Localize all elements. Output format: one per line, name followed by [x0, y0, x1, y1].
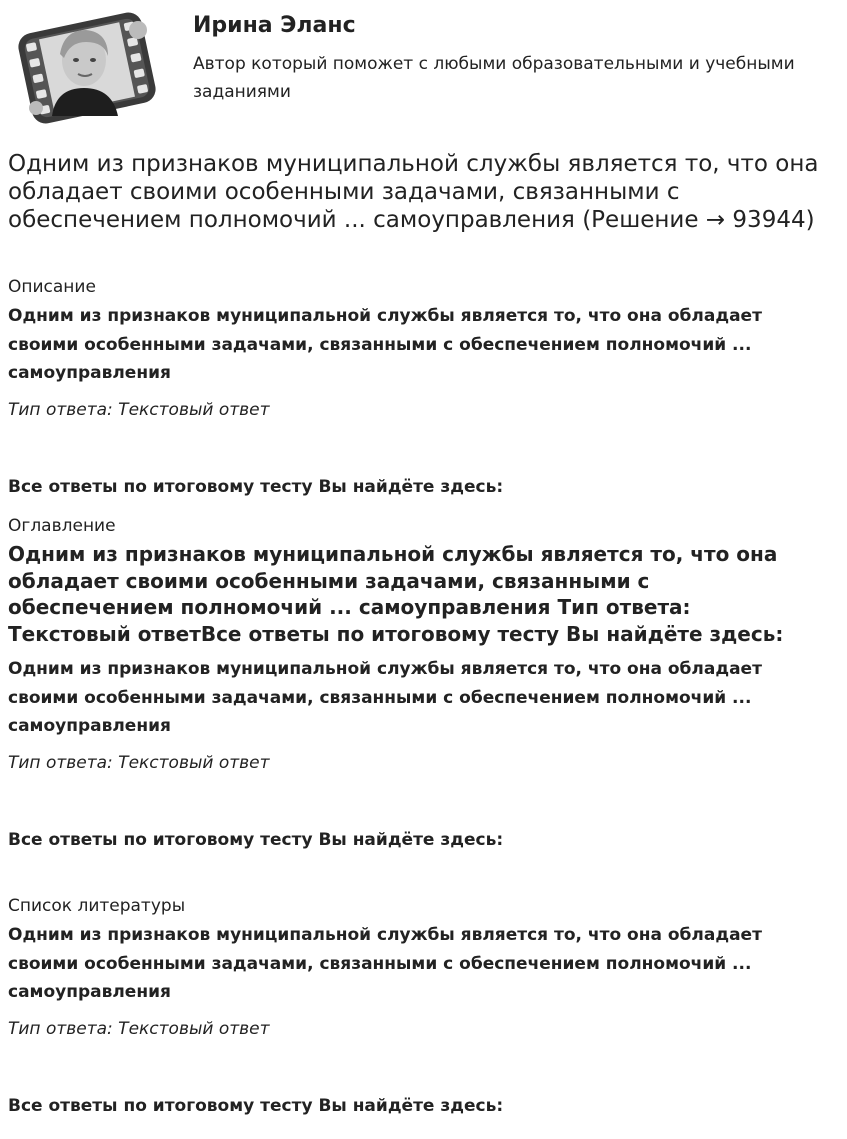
description-section: [8, 276, 818, 498]
author-description: Автор который поможет с любыми образовательными и учебными заданиями: [193, 54, 795, 102]
toc-heading: Одним из признаков муниципальной службы является то, что она обладает своими особенными задачами, связанными с обеспечением полномочий ... самоуправления Тип ответа: Текстовый ответВсе ответы по итоговому тесту Вы найдёте здесь:: [8, 542, 784, 646]
page-title: Одним из признаков муниципальной службы является то, что она обладает своими особенными задачами, связанными с обеспечением полномочий ... самоуправления (Решение → 93944): [8, 151, 819, 233]
author-card: [8, 0, 839, 140]
literature-question: Одним из признаков муниципальной службы является то, что она обладает своими особенными задачами, связанными с обеспечением полномочий ... самоуправления: [8, 925, 762, 1002]
section-label-literature: Список литературы: [8, 896, 186, 916]
author-avatar[interactable]: [16, 8, 158, 128]
section-label-toc: Оглавление: [8, 516, 116, 536]
literature-answer-type: Тип ответа: Текстовый ответ: [8, 1018, 270, 1039]
literature-section: [8, 895, 818, 1117]
author-name[interactable]: Ирина Эланс: [193, 13, 356, 38]
toc-answer-type: Тип ответа: Текстовый ответ: [8, 752, 270, 773]
toc-section: [8, 515, 818, 851]
description-answer-type: Тип ответа: Текстовый ответ: [8, 399, 270, 420]
section-label-description: Описание: [8, 277, 96, 297]
description-question: Одним из признаков муниципальной службы является то, что она обладает своими особенными задачами, связанными с обеспечением полномочий ... самоуправления: [8, 306, 762, 383]
toc-all-answers: Все ответы по итоговому тесту Вы найдёте здесь:: [8, 829, 504, 850]
toc-question: Одним из признаков муниципальной службы является то, что она обладает своими особенными задачами, связанными с обеспечением полномочий ... самоуправления: [8, 659, 762, 736]
description-all-answers: Все ответы по итоговому тесту Вы найдёте здесь:: [8, 476, 504, 497]
literature-all-answers: Все ответы по итоговому тесту Вы найдёте здесь:: [8, 1095, 504, 1116]
